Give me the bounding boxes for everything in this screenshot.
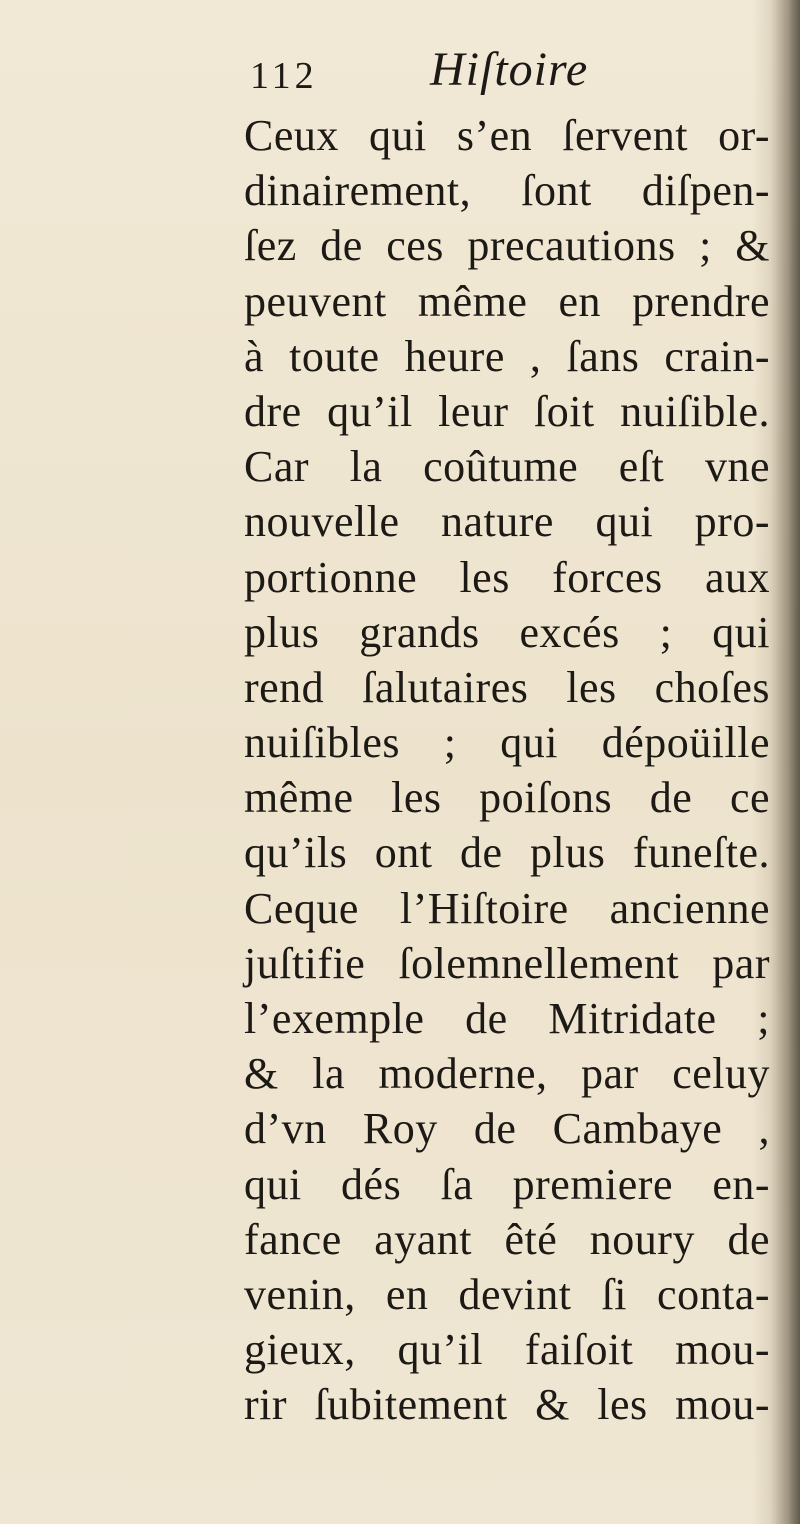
page-number: 112	[250, 55, 318, 97]
text-line: dre qu’il leur ſoit nuiſible.	[244, 386, 770, 436]
text-line: portionne les forces aux	[244, 552, 770, 602]
text-line: Ceux qui s’en ſervent or-	[244, 111, 770, 160]
body-text	[244, 108, 770, 1433]
text-line: nuiſibles ; qui dépoüille	[244, 718, 770, 768]
text-line: fance ayant êté noury de	[244, 1214, 770, 1264]
text-line: même les poiſons de ce	[244, 773, 770, 823]
text-line: Car la coûtume eſt vne	[244, 442, 770, 492]
text-line: plus grands excés ; qui	[244, 607, 770, 657]
text-line: dinairement, ſont diſpen-	[244, 166, 770, 216]
text-line: d’vn Roy de Cambaye ,	[244, 1104, 770, 1154]
text-line: gieux, qu’il faiſoit mou-	[244, 1325, 770, 1375]
text-line: rir ſubitement & les mou-	[244, 1380, 770, 1430]
text-line: à toute heure , ſans crain-	[244, 331, 770, 381]
text-line: venin, en devint ſi conta-	[244, 1269, 770, 1319]
text-line: juſtifie ſolemnellement par	[244, 938, 770, 988]
text-line: peuvent même en prendre	[244, 276, 770, 326]
running-head	[250, 42, 680, 102]
page-edge-shadow	[770, 0, 800, 1524]
running-title: Hiſtoire	[430, 43, 589, 96]
text-line: nouvelle nature qui pro-	[244, 497, 770, 547]
text-line: ſez de ces precautions ; &	[244, 221, 770, 271]
text-line: rend ſalutaires les choſes	[244, 662, 770, 712]
text-line: qui dés ſa premiere en-	[244, 1159, 770, 1209]
text-line: Ceque l’Hiſtoire ancienne	[244, 883, 770, 933]
text-line: & la moderne, par celuy	[244, 1049, 770, 1099]
text-line: l’exemple de Mitridate ;	[244, 994, 770, 1043]
text-line: qu’ils ont de plus funeſte.	[244, 828, 770, 878]
